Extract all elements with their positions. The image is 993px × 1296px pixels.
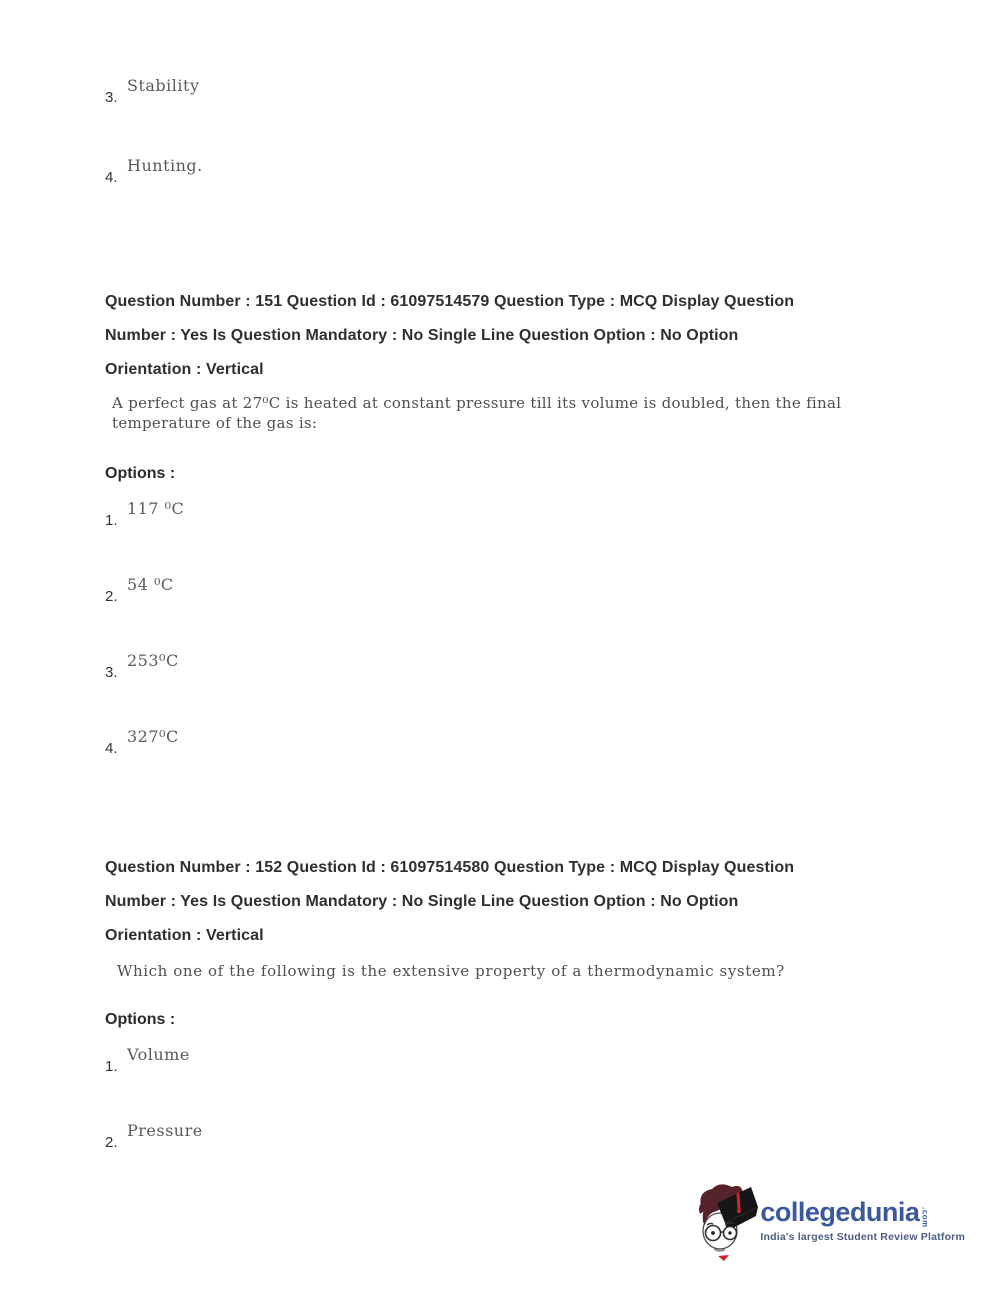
question-text: A perfect gas at 27⁰C is heated at constant pressure till its volume is doubled, then the final temperature of the gas is:	[112, 394, 842, 432]
option-number: 3.	[105, 664, 118, 681]
option-number: 1.	[105, 1058, 118, 1075]
option-number: 4.	[105, 169, 118, 186]
question-metadata-line: Question Number : 152 Question Id : 61097514580 Question Type : MCQ Display Question	[105, 859, 795, 876]
option-number: 2.	[105, 1134, 118, 1151]
carryover-option	[105, 156, 203, 186]
mascot-icon	[692, 1180, 758, 1262]
question-option	[105, 1045, 905, 1075]
brand-tagline: India's largest Student Review Platform	[760, 1230, 965, 1243]
collegedunia-logo	[692, 1180, 965, 1262]
option-text: 253⁰C	[127, 651, 179, 670]
question-option	[105, 651, 905, 681]
question-metadata	[105, 285, 905, 387]
option-number: 2.	[105, 588, 118, 605]
option-text: 54 ⁰C	[127, 575, 174, 594]
question-metadata-line: Question Number : 151 Question Id : 61097514579 Question Type : MCQ Display Question	[105, 293, 795, 310]
question-option	[105, 727, 905, 757]
question-metadata-line: Orientation : Vertical	[105, 927, 264, 944]
brand-suffix: .com	[920, 1207, 930, 1228]
question-text: Which one of the following is the extensive property of a thermodynamic system?	[117, 962, 785, 980]
brand-wordmark: collegedunia	[760, 1197, 920, 1227]
question-option	[105, 1121, 905, 1151]
question-option	[105, 575, 905, 605]
logo-text	[760, 1198, 965, 1243]
option-text: Pressure	[127, 1121, 203, 1140]
option-text: Stability	[127, 76, 200, 95]
option-number: 1.	[105, 512, 118, 529]
options-label: Options :	[105, 465, 176, 482]
option-text: 117 ⁰C	[127, 499, 185, 518]
option-text: Volume	[127, 1045, 190, 1064]
option-text: Hunting.	[127, 156, 203, 175]
question-block-151	[105, 285, 905, 757]
question-metadata-line: Number : Yes Is Question Mandatory : No Single Line Question Option : No Option	[105, 893, 739, 910]
question-metadata-line: Number : Yes Is Question Mandatory : No Single Line Question Option : No Option	[105, 327, 739, 344]
question-option	[105, 499, 905, 529]
option-number: 4.	[105, 740, 118, 757]
carryover-option	[105, 76, 200, 106]
question-metadata-line: Orientation : Vertical	[105, 361, 264, 378]
question-metadata	[105, 851, 905, 953]
option-text: 327⁰C	[127, 727, 179, 746]
options-label: Options :	[105, 1011, 176, 1028]
question-block-152	[105, 851, 905, 1151]
option-number: 3.	[105, 89, 118, 106]
